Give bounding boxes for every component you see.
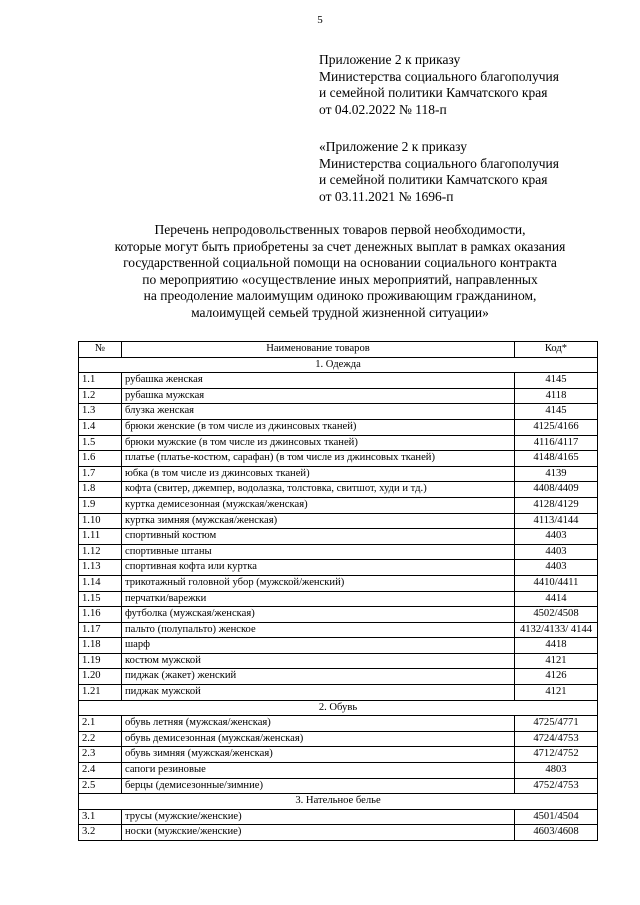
row-number: 3.1: [79, 809, 122, 825]
item-code: 4803: [515, 763, 598, 779]
row-number: 3.2: [79, 825, 122, 841]
item-name: пиджак (жакет) женский: [122, 669, 515, 685]
item-name: обувь демисезонная (мужская/женская): [122, 731, 515, 747]
item-name: носки (мужские/женские): [122, 825, 515, 841]
table-row: [79, 560, 598, 576]
table-body: [79, 357, 598, 840]
item-name: спортивные штаны: [122, 544, 515, 560]
item-name: брюки женские (в том числе из джинсовых тканей): [122, 419, 515, 435]
row-number: 1.7: [79, 466, 122, 482]
appendix-previous-order: [319, 139, 559, 205]
item-code: 4418: [515, 638, 598, 654]
item-name: пальто (полупальто) женское: [122, 622, 515, 638]
item-name: костюм мужской: [122, 653, 515, 669]
appendix-current-order: [319, 52, 559, 118]
table-row: [79, 747, 598, 763]
table-row: [79, 669, 598, 685]
item-code: 4128/4129: [515, 497, 598, 513]
appendix-previous-line: Министерства социального благополучия: [319, 155, 559, 171]
row-number: 1.4: [79, 419, 122, 435]
table-row: [79, 513, 598, 529]
page-number: 5: [317, 14, 323, 26]
appendix-previous-line: от 03.11.2021 № 1696-п: [319, 188, 454, 204]
table-row: [79, 591, 598, 607]
item-name: трикотажный головной убор (мужской/женский): [122, 575, 515, 591]
table-row: [79, 575, 598, 591]
table-row: [79, 435, 598, 451]
table-row: [79, 419, 598, 435]
table-row: [79, 653, 598, 669]
item-name: пиджак мужской: [122, 685, 515, 701]
item-name: рубашка мужская: [122, 388, 515, 404]
item-code: 4403: [515, 560, 598, 576]
row-number: 2.3: [79, 747, 122, 763]
appendix-current-line: Приложение 2 к приказу: [319, 52, 461, 67]
document-title: [60, 222, 620, 322]
item-code: 4725/4771: [515, 716, 598, 732]
item-name: футболка (мужская/женская): [122, 607, 515, 623]
row-number: 1.2: [79, 388, 122, 404]
row-number: 1.13: [79, 560, 122, 576]
row-number: 1.10: [79, 513, 122, 529]
title-line: на преодоление малоимущим одиноко проживающим гражданином,: [143, 288, 537, 304]
item-code: 4121: [515, 653, 598, 669]
header-name: Наименование товаров: [122, 342, 515, 358]
table-row: [79, 388, 598, 404]
row-number: 1.17: [79, 622, 122, 638]
item-code: 4414: [515, 591, 598, 607]
item-code: 4145: [515, 404, 598, 420]
appendix-previous-line: «Приложение 2 к приказу: [319, 139, 467, 154]
row-number: 1.3: [79, 404, 122, 420]
table-row: [79, 451, 598, 467]
item-code: 4145: [515, 373, 598, 389]
row-number: 1.15: [79, 591, 122, 607]
table-row: [79, 809, 598, 825]
table-header-row: [79, 342, 598, 358]
section-row: [79, 700, 598, 716]
item-code: 4116/4117: [515, 435, 598, 451]
row-number: 2.5: [79, 778, 122, 794]
item-name: трусы (мужские/женские): [122, 809, 515, 825]
row-number: 1.6: [79, 451, 122, 467]
appendix-current-line: Министерства социального благополучия: [319, 68, 559, 84]
item-code: 4752/4753: [515, 778, 598, 794]
title-line: государственной социальной помощи на основании социального контракта: [123, 255, 557, 271]
item-code: 4712/4752: [515, 747, 598, 763]
row-number: 1.1: [79, 373, 122, 389]
item-name: кофта (свитер, джемпер, водолазка, толстовка, свитшот, худи и тд.): [122, 482, 515, 498]
title-line: которые могут быть приобретены за счет денежных выплат в рамках оказания: [114, 238, 566, 254]
row-number: 1.20: [79, 669, 122, 685]
table-row: [79, 622, 598, 638]
row-number: 1.16: [79, 607, 122, 623]
title-line: малоимущей семьей трудной жизненной ситуации»: [191, 304, 489, 320]
row-number: 1.5: [79, 435, 122, 451]
item-name: шарф: [122, 638, 515, 654]
item-name: юбка (в том числе из джинсовых тканей): [122, 466, 515, 482]
appendix-previous-line: и семейной политики Камчатского края: [319, 172, 548, 187]
table-row: [79, 607, 598, 623]
item-code: 4118: [515, 388, 598, 404]
row-number: 2.4: [79, 763, 122, 779]
row-number: 1.8: [79, 482, 122, 498]
table-row: [79, 763, 598, 779]
row-number: 1.12: [79, 544, 122, 560]
table-row: [79, 638, 598, 654]
title-line: Перечень непродовольственных товаров первой необходимости,: [154, 222, 526, 237]
table-row: [79, 731, 598, 747]
table-row: [79, 373, 598, 389]
table-row: [79, 497, 598, 513]
table-row: [79, 685, 598, 701]
table-row: [79, 778, 598, 794]
table-row: [79, 482, 598, 498]
item-code: 4408/4409: [515, 482, 598, 498]
title-line: по мероприятию «осуществление иных мероприятий, направленных: [142, 271, 538, 287]
row-number: 1.9: [79, 497, 122, 513]
item-name: перчатки/варежки: [122, 591, 515, 607]
header-code: Код*: [515, 342, 598, 358]
section-row: [79, 794, 598, 810]
item-code: 4403: [515, 544, 598, 560]
table-row: [79, 529, 598, 545]
item-name: платье (платье-костюм, сарафан) (в том числе из джинсовых тканей): [122, 451, 515, 467]
item-name: куртка демисезонная (мужская/женская): [122, 497, 515, 513]
item-code: 4501/4504: [515, 809, 598, 825]
item-name: спортивный костюм: [122, 529, 515, 545]
item-name: сапоги резиновые: [122, 763, 515, 779]
item-name: обувь летняя (мужская/женская): [122, 716, 515, 732]
table-row: [79, 404, 598, 420]
item-name: обувь зимняя (мужская/женская): [122, 747, 515, 763]
item-name: рубашка женская: [122, 373, 515, 389]
item-code: 4125/4166: [515, 419, 598, 435]
row-number: 1.11: [79, 529, 122, 545]
item-code: 4126: [515, 669, 598, 685]
row-number: 2.2: [79, 731, 122, 747]
item-name: блузка женская: [122, 404, 515, 420]
item-code: 4148/4165: [515, 451, 598, 467]
item-name: спортивная кофта или куртка: [122, 560, 515, 576]
row-number: 1.21: [79, 685, 122, 701]
row-number: 1.18: [79, 638, 122, 654]
goods-table: [78, 341, 598, 841]
section-row: [79, 357, 598, 373]
item-code: 4410/4411: [515, 575, 598, 591]
section-title: 1. Одежда: [79, 357, 598, 373]
row-number: 2.1: [79, 716, 122, 732]
item-code: 4132/4133/ 4144: [515, 622, 598, 638]
item-code: 4603/4608: [515, 825, 598, 841]
header-number: №: [79, 342, 122, 358]
item-name: куртка зимняя (мужская/женская): [122, 513, 515, 529]
item-code: 4113/4144: [515, 513, 598, 529]
appendix-current-line: от 04.02.2022 № 118-п: [319, 101, 447, 117]
item-code: 4403: [515, 529, 598, 545]
row-number: 1.19: [79, 653, 122, 669]
item-name: берцы (демисезонные/зимние): [122, 778, 515, 794]
item-code: 4724/4753: [515, 731, 598, 747]
section-title: 2. Обувь: [79, 700, 598, 716]
table-row: [79, 544, 598, 560]
appendix-current-line: и семейной политики Камчатского края: [319, 85, 548, 100]
table-row: [79, 466, 598, 482]
item-code: 4139: [515, 466, 598, 482]
item-name: брюки мужские (в том числе из джинсовых тканей): [122, 435, 515, 451]
table-row: [79, 716, 598, 732]
table-row: [79, 825, 598, 841]
row-number: 1.14: [79, 575, 122, 591]
item-code: 4121: [515, 685, 598, 701]
section-title: 3. Нательное белье: [79, 794, 598, 810]
item-code: 4502/4508: [515, 607, 598, 623]
